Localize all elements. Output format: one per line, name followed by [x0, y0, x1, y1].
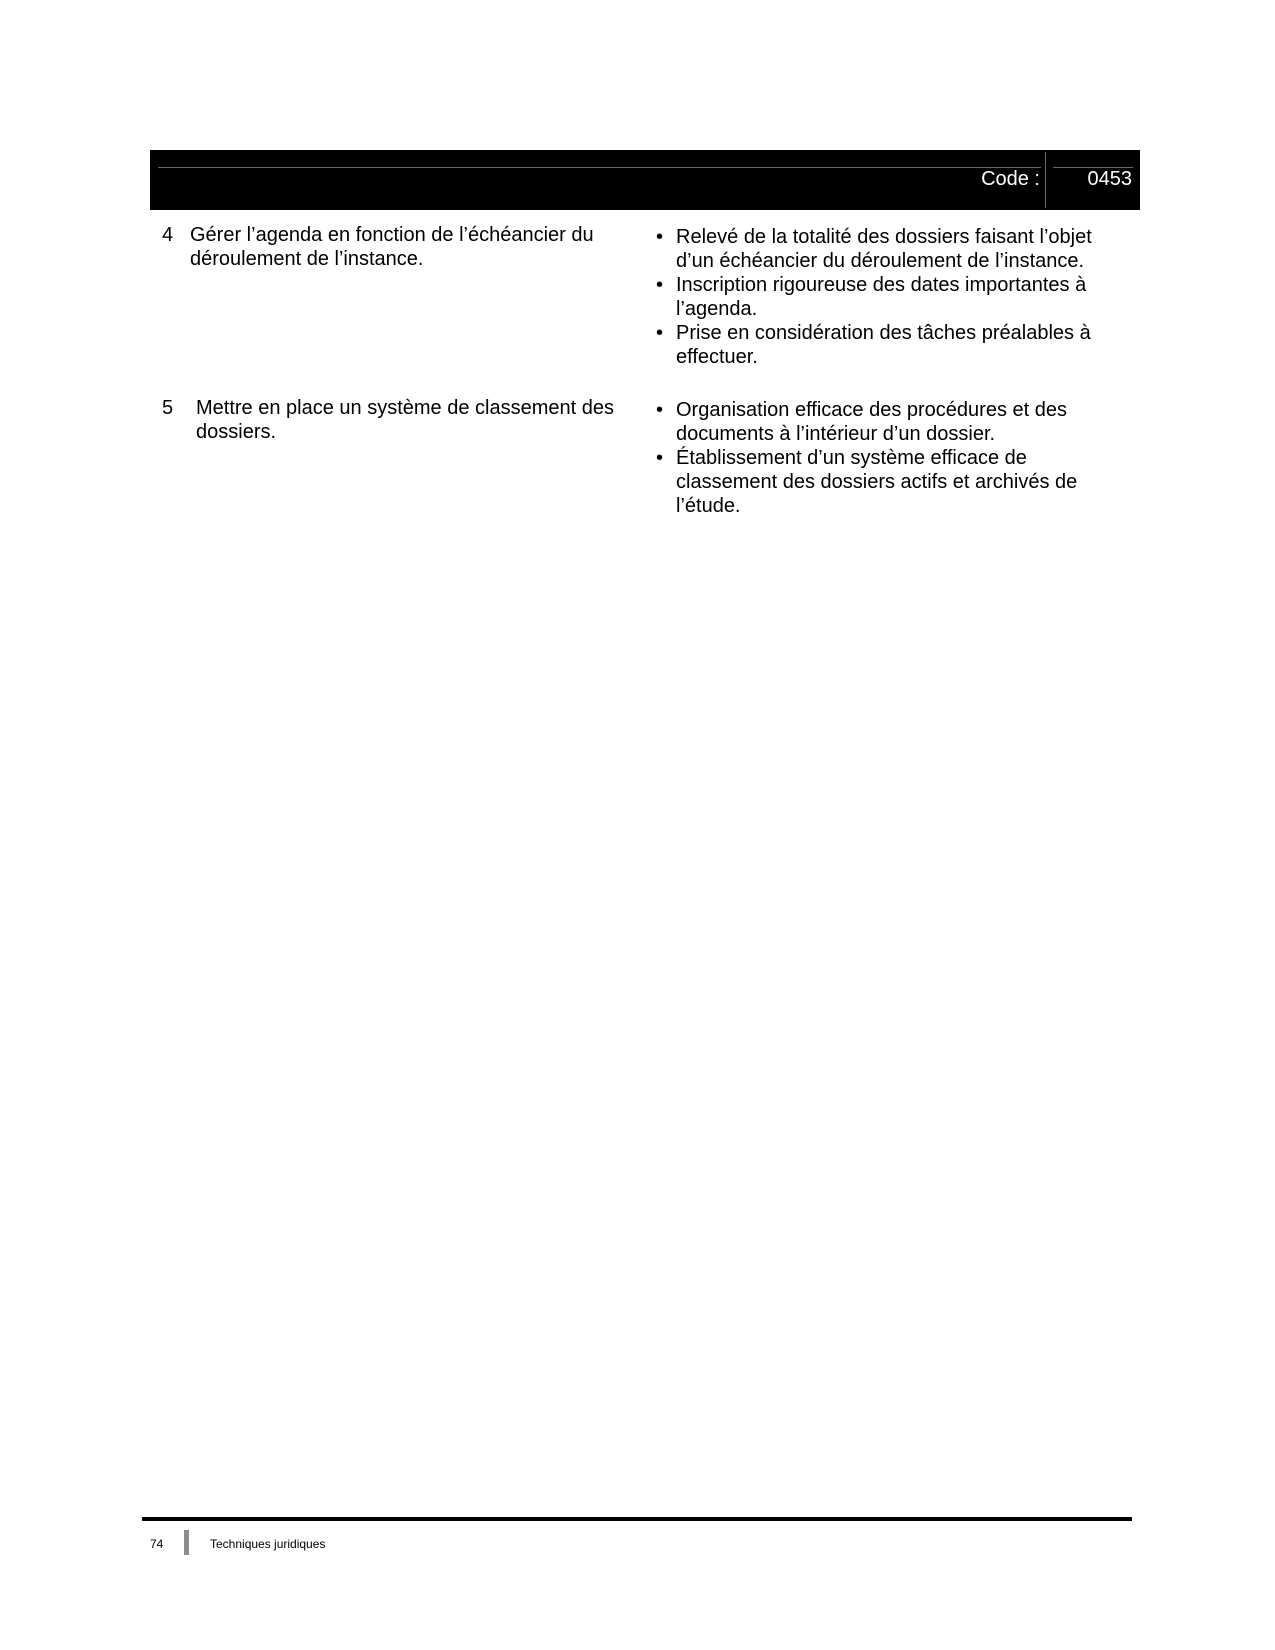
list-item [652, 446, 1122, 518]
task-text: Gérer l’agenda en fonction de l’échéancier du déroulement de l’instance. [190, 224, 594, 270]
bullet-icon: • [656, 322, 664, 344]
task-number: 5 [162, 397, 174, 419]
header-divider [1045, 152, 1046, 208]
task-number: 4 [162, 224, 174, 246]
criteria-cell [652, 398, 1122, 518]
criterion-text: Prise en considération des tâches préalables à effectuer. [676, 322, 1091, 368]
bullet-icon: • [656, 447, 664, 469]
header-bar [150, 150, 1140, 210]
criterion-text: Inscription rigoureuse des dates importantes à l’agenda. [676, 274, 1087, 320]
page-number: 74 [150, 1537, 164, 1551]
criterion-text: Établissement d’un système efficace de classement des dossiers actifs et archivés de l’étude. [676, 447, 1078, 517]
task-text: Mettre en place un système de classement des dossiers. [196, 397, 614, 443]
bullet-icon: • [656, 399, 664, 421]
footer-title: Techniques juridiques [210, 1537, 326, 1551]
bullet-icon: • [656, 226, 664, 248]
footer-separator [184, 1530, 189, 1555]
code-value: 0453 [1087, 168, 1132, 190]
criterion-text: Organisation efficace des procédures et des documents à l’intérieur d’un dossier. [676, 399, 1067, 445]
code-label: Code : [981, 168, 1040, 190]
list-item [652, 398, 1122, 446]
list-item [652, 321, 1122, 369]
list-item [652, 273, 1122, 321]
criteria-list [652, 225, 1122, 369]
criteria-cell [652, 225, 1122, 369]
footer-rule [142, 1517, 1132, 1521]
header-rule [158, 167, 1041, 168]
list-item [652, 225, 1122, 273]
criteria-list [652, 398, 1122, 518]
bullet-icon: • [656, 274, 664, 296]
criterion-text: Relevé de la totalité des dossiers faisant l’objet d’un échéancier du déroulement de l’instance. [676, 226, 1092, 272]
